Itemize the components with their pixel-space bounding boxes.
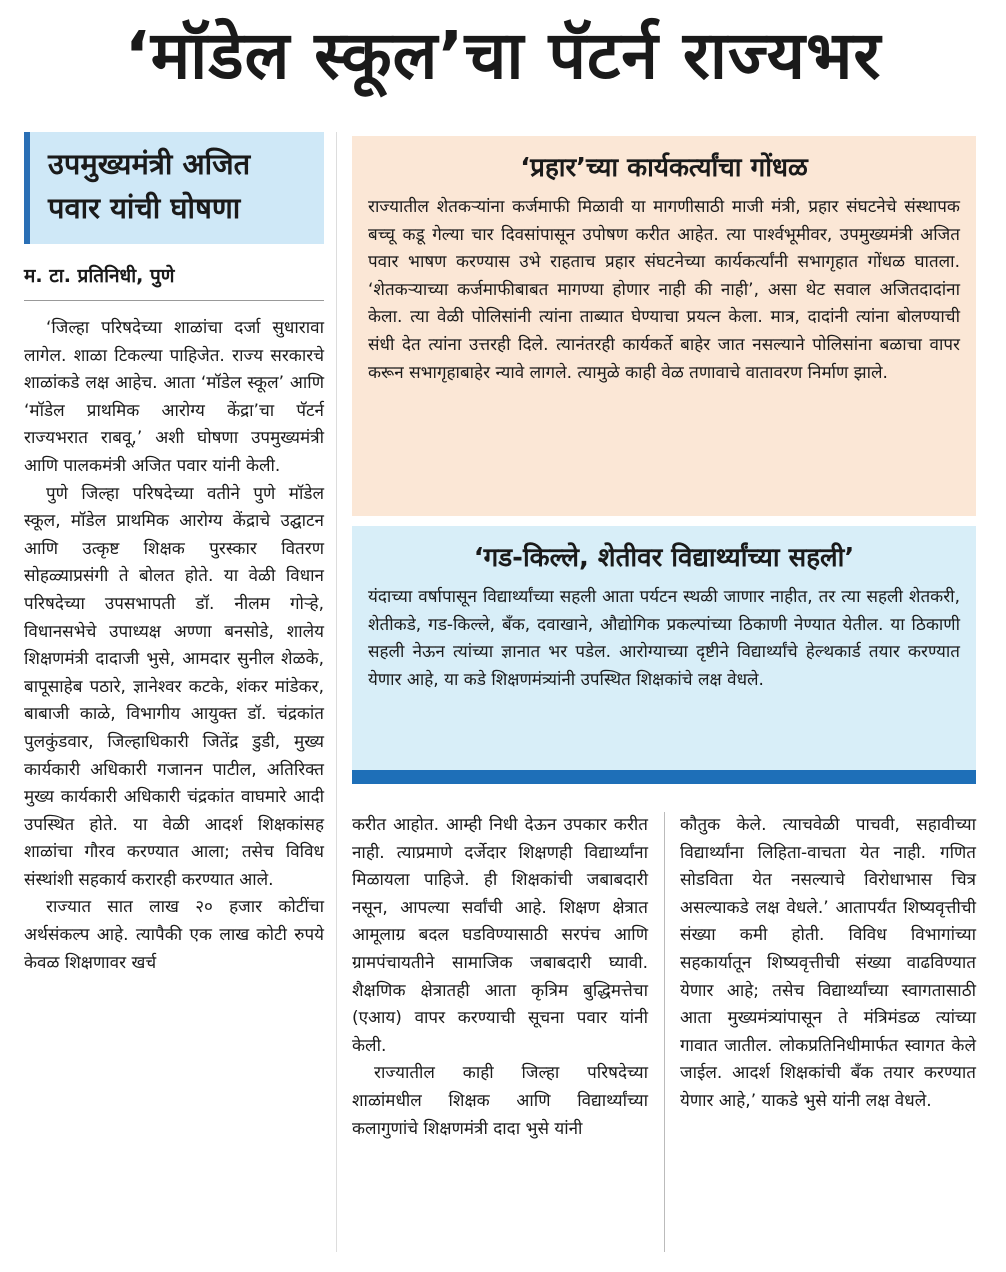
left-paragraph-2: पुणे जिल्हा परिषदेच्या वतीने पुणे मॉडेल स्कूल, मॉडेल प्राथमिक आरोग्य केंद्राचे उद्घाटन आणि उत्कृष्ट शिक्षक पुरस्कार वितरण सोहळ्याप्रसंगी ते बोलत होते. या वेळी विधान परिषदेच्या उपसभापती डॉ. नीलम गोऱ्हे, विधानसभेचे उपाध्यक्ष अण्णा बनसोडे, शालेय शिक्षणमंत्री दादाजी भुसे, आमदार सुनील शेळके, बापूसाहेब पठारे, ज्ञानेश्वर कटके, शंकर मांडेकर, बाबाजी काळे, विभागीय आयुक्त डॉ. चंद्रकांत पुलकुंडवार, जिल्हाधिकारी जितेंद्र डुडी, मुख्य कार्यकारी अधिकारी गजानन पाटील, अतिरिक्त मुख्य कार्यकारी अधिकारी चंद्रकांत वाघमारे आदी उपस्थित होते. या वेळी आदर्श शिक्षकांसह शाळांचा गौरव करण्यात आला; तसेच विविध संस्थांशी सहकार्य करारही करण्यात आले.	[24, 483, 324, 890]
right-paragraph-1: कौतुक केले. त्याचवेळी पाचवी, सहावीच्या विद्यार्थ्यांना लिहिता-वाचता येत नाही. गणित सोडविता येत नसल्याचे विरोधाभास चित्र असल्याकडे लक्ष वेधले.’ आतापर्यंत शिष्यवृत्तीची संख्या कमी होती. विविध विभागांच्या सहकार्यातून शिष्यवृत्तीची संख्या वाढविण्यात येणार आहे; तसेच विद्यार्थ्यांच्या स्वागतासाठी आता मुख्यमंत्र्यांपासून ते मंत्रिमंडळ त्यांच्या गावात जातील. लोकप्रतिनिधीमार्फत स्वागत केले जाईल. आदर्श शिक्षकांची बँक तयार करण्यात येणार आहे,’ याकडे भुसे यांनी लक्ष वेधले.	[680, 815, 976, 1111]
left-column	[24, 132, 324, 977]
left-paragraph-3: राज्यात सात लाख २० हजार कोटींचा अर्थसंकल्प आहे. त्यापैकी एक लाख कोटी रुपये केवळ शिक्षणावर खर्च	[24, 897, 324, 973]
prahar-box-title: ‘प्रहार’च्या कार्यकर्त्यांचा गोंधळ	[520, 153, 808, 183]
middle-paragraph-1: करीत आहोत. आम्ही निधी देऊन उपकार करीत नाही. त्याप्रमाणे दर्जेदार शिक्षणही विद्यार्थ्यांना मिळायला पाहिजे. ही शिक्षकांची जबाबदारी नसून, आपल्या सर्वांची आहे. शिक्षण क्षेत्रात आमूलाग्र बदल घडविण्यासाठी सरपंच आणि ग्रामपंचायतीने सामाजिक जबाबदारी घ्यावी. शैक्षणिक क्षेत्रातही आता कृत्रिम बुद्धिमत्तेचा (एआय) वापर करण्याची सूचना पवार यांनी केली.	[352, 815, 648, 1056]
column-divider	[336, 132, 337, 1252]
prahar-sidebar-box	[352, 136, 976, 516]
school-trips-box-text: यंदाच्या वर्षापासून विद्यार्थ्यांच्या सहली आता पर्यटन स्थळी जाणार नाहीत, तर त्या सहली शेतकरी, शेतीकडे, गड-किल्ले, बँक, दवाखाने, औद्योगिक प्रकल्पांच्या ठिकाणी नेण्यात येतील. या ठिकाणी सहली नेऊन त्यांच्या ज्ञानात भर पडेल. आरोग्याच्या दृष्टीने विद्यार्थ्यांचे हेल्थकार्ड तयार करण्यात येणार आहे, या कडे शिक्षणमंत्र्यांनी उपस्थित शिक्षकांचे लक्ष वेधले.	[368, 587, 960, 690]
school-trips-sidebar-box	[352, 526, 976, 784]
subheadline-box	[24, 132, 324, 244]
byline: म. टा. प्रतिनिधी, पुणे	[24, 262, 324, 301]
subheadline: उपमुख्यमंत्री अजित पवार यांची घोषणा	[48, 147, 251, 225]
left-paragraph-1: ‘जिल्हा परिषदेच्या शाळांचा दर्जा सुधारावा लागेल. शाळा टिकल्या पाहिजेत. राज्य सरकारचे शाळांकडे लक्ष आहेच. आता ‘मॉडेल स्कूल’ आणि ‘मॉडेल प्राथमिक आरोग्य केंद्रा’चा पॅटर्न राज्यभरात राबवू,’ अशी घोषणा उपमुख्यमंत्री आणि पालकमंत्री अजित पवार यांनी केली.	[24, 318, 324, 476]
right-column	[680, 812, 976, 1116]
school-trips-box-title: ‘गड-किल्ले, शेतीवर विद्यार्थ्यांच्या सहली’	[473, 543, 855, 573]
headline: ‘मॉडेल स्कूल’चा पॅटर्न राज्यभर	[124, 17, 882, 94]
middle-paragraph-2: राज्यातील काही जिल्हा परिषदेच्या शाळांमधील शिक्षक आणि विद्यार्थ्यांच्या कलागुणांचे शिक्षणमंत्री दादा भुसे यांनी	[352, 1063, 648, 1139]
middle-column	[352, 812, 648, 1143]
column-divider	[664, 812, 665, 1252]
prahar-box-text: राज्यातील शेतकऱ्यांना कर्जमाफी मिळावी या मागणीसाठी माजी मंत्री, प्रहार संघटनेचे संस्थापक बच्चू कडू गेल्या चार दिवसांपासून उपोषण करीत आहेत. त्या पार्श्वभूमीवर, उपमुख्यमंत्री अजित पवार भाषण करण्यास उभे राहताच प्रहार संघटनेच्या कार्यकर्त्यांनी सभागृहात गोंधळ घातला. ‘शेतकऱ्याच्या कर्जमाफीबाबत मागण्या होणार नाही की नाही’, असा थेट सवाल अजितदादांना केला. त्या वेळी पोलिसांनी त्यांना ताब्यात घेण्याचा प्रयत्न केला. मात्र, दादांनी त्यांना बोलण्याची संधी देत त्यांना उत्तरही दिले. त्यानंतरही कार्यकर्ते बाहेर जात नसल्याने पोलिसांना बळाचा वापर करून सभागृहाबाहेर न्यावे लागले. त्यामुळे काही वेळ तणावाचे वातावरण निर्माण झाले.	[368, 197, 960, 383]
